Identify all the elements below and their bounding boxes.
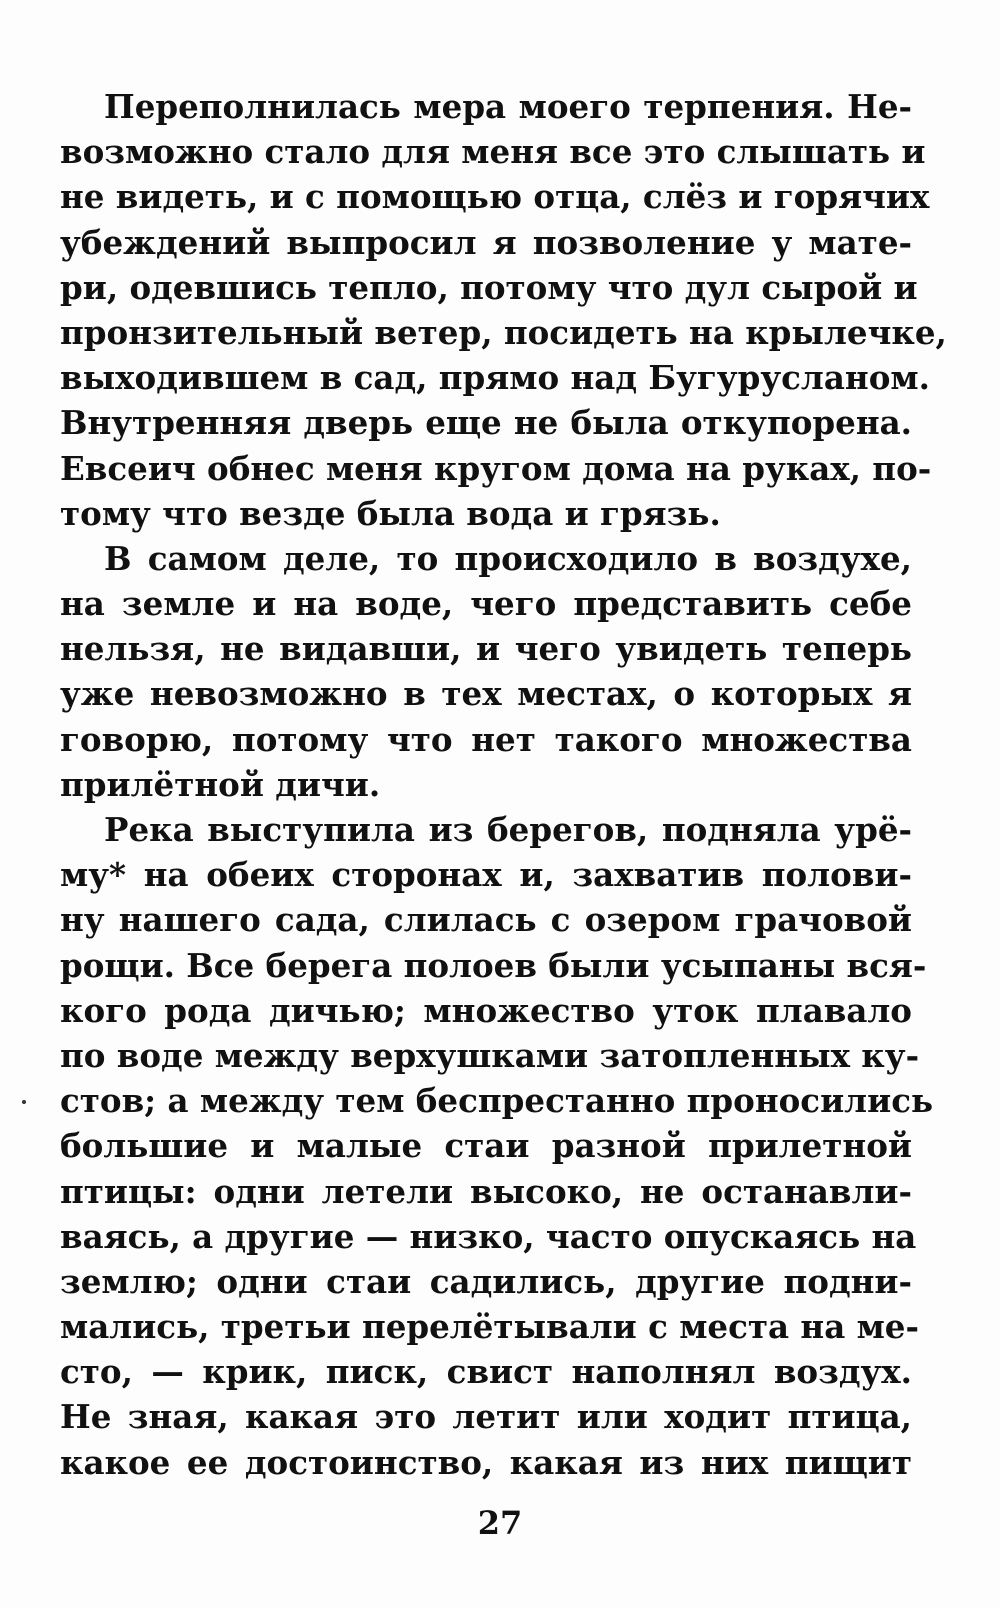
page-text [60, 84, 947, 1485]
text-line: В самом деле, то происходило в воздухе, [104, 538, 912, 578]
text-line: тому что везде была вода и грязь. [60, 493, 721, 533]
text-line: Внутренняя дверь еще не была откупорена. [60, 403, 912, 443]
text-line: му* на обеих сторонах и, захватив полови- [60, 855, 912, 895]
text-line: на земле и на воде, чего представить себе [60, 584, 912, 624]
paragraph-2 [60, 536, 912, 807]
text-line: рощи. Все берега полоев были усыпаны вся- [60, 945, 927, 985]
text-line: нельзя, не видавши, и чего увидеть теперь [60, 629, 912, 669]
paragraph-3 [60, 807, 934, 1485]
text-line: ну нашего сада, слилась с озером грачовой [60, 900, 912, 940]
text-line: не видеть, и с помощью отца, слёз и горячих [60, 177, 930, 217]
text-line: большие и малые стаи разной прилетной [60, 1126, 912, 1166]
text-line: мались, третьи перелётывали с места на ме- [60, 1307, 919, 1347]
text-line: говорю, потому что нет такого множества [60, 719, 912, 759]
text-line: Переполнилась мера моего терпения. Не- [104, 87, 912, 126]
margin-speck [22, 1100, 26, 1104]
text-line: сто, — крик, писк, свист наполнял воздух. [60, 1352, 912, 1392]
text-line: землю; одни стаи садились, другие подни- [60, 1261, 912, 1301]
text-line: Не зная, какая это летит или ходит птица, [60, 1397, 912, 1437]
text-line: уже невозможно в тех местах, о которых я [60, 674, 912, 714]
text-line: ваясь, а другие — низко, часто опускаясь на [60, 1216, 917, 1256]
text-line: Евсеич обнес меня кругом дома на руках, по- [60, 448, 932, 488]
text-line: кого рода дичью; множество уток плавало [60, 990, 912, 1030]
text-line: прилётной дичи. [60, 764, 381, 804]
text-line: по воде между верхушками затопленных ку- [60, 1035, 920, 1075]
paragraph-1 [60, 84, 947, 536]
page-number: 27 [477, 1504, 523, 1542]
text-line: убеждений выпросил я позволение у мате- [60, 222, 912, 262]
text-line: возможно стало для меня все это слышать и [60, 132, 926, 172]
text-line: птицы: одни летели высоко, не останавли- [60, 1171, 912, 1211]
text-line: ри, одевшись тепло, потому что дул сырой и [60, 267, 918, 307]
text-line: какое ее достоинство, какая из них пищит [60, 1442, 912, 1482]
text-line: Река выступила из берегов, подняла урё- [104, 810, 912, 849]
text-line: пронзительный ветер, посидеть на крылечке, [60, 312, 947, 352]
text-line: выходившем в сад, прямо над Бугурусланом. [60, 358, 930, 398]
text-line: стов; а между тем беспрестанно проносились [60, 1081, 934, 1121]
